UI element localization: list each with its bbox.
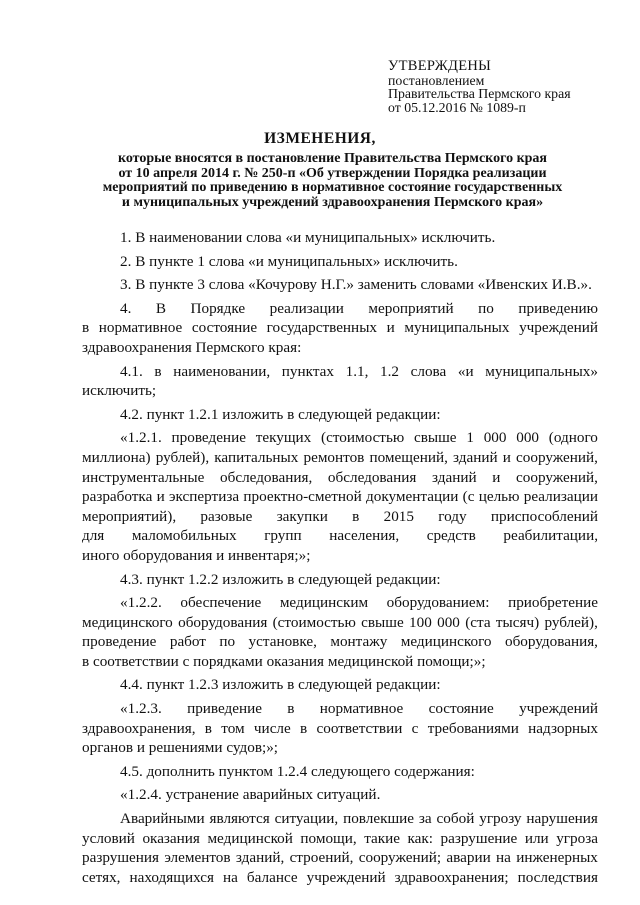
word: находящихся [129,868,214,886]
word: нормативное [319,700,404,718]
word: учреждений [519,319,598,337]
line-text: 4.5. дополнить пунктом 1.2.4 следующего содержания: [120,762,475,780]
word: помощи, [300,829,357,847]
word: (с [462,488,475,506]
word: муниципальных» [485,362,598,380]
word: приведение [187,700,262,718]
word: рублей), [155,448,210,466]
word: на [223,868,238,886]
subtitle-line: мероприятий по приведению в нормативное состояние государственных [102,180,563,195]
word: 1 [466,429,474,447]
word: последствия [517,868,598,886]
word: миллиона) [82,448,151,466]
word: угроза [556,829,598,847]
word: помещений, [369,448,448,466]
word: сооружений, [516,468,598,486]
word: текущих [255,429,312,447]
document-title: ИЗМЕНЕНИЯ, [264,130,376,147]
word: числе [253,719,291,737]
subtitle-line: и муниципальных учреждений здравоохранения Пермского края» [121,194,544,210]
line-text: органов и решениями судов;»; [82,739,279,757]
text-line [82,507,598,527]
word: (ста [465,613,491,631]
text-line [82,252,598,272]
word: собой [436,810,475,828]
word: (стоимостью [321,429,405,447]
word: состояние [428,700,494,718]
word: году [438,507,467,525]
line-text: 1. В наименовании слова «и муниципальных» исключить. [120,229,496,246]
text-line [82,428,598,448]
word: муниципальных [404,319,510,337]
word: учреждений [306,868,386,886]
text-line [82,228,598,248]
word: целью [478,488,520,506]
word: медицинской [207,829,293,847]
line-text: в соответствии с порядками оказания медицинской помощи;»; [82,652,486,670]
word: монтажу [330,633,388,651]
word: на [496,849,511,867]
word: оборудования [178,613,268,631]
text-line [82,652,598,672]
word: государственных [266,319,377,337]
word: ситуации, [274,810,339,828]
line-text: 3. В пункте 3 слова «Кочурову Н.Г.» заменить словами «Ивенских И.В.». [120,276,592,294]
document-body [82,228,598,887]
word: реализации [523,488,598,506]
text-line [82,738,598,758]
word: 100 [409,613,432,631]
word: соответствии [316,719,403,737]
text-line [82,868,598,888]
line-text: 4.2. пункт 1.2.1 изложить в следующей редакции: [120,405,441,423]
word: «и [457,362,474,380]
word: в [352,507,360,525]
text-line [82,613,598,633]
word: оказания [142,829,200,847]
word: и [386,319,395,337]
text-line [82,593,598,613]
line-text: исключить; [82,382,157,400]
word: и [156,488,165,506]
text-line [82,762,598,782]
word: мероприятий [368,299,454,317]
word: том [221,719,245,737]
word: требованиями [427,719,519,737]
word: здравоохранения, [82,719,196,737]
word: «1.2.3. [120,700,162,718]
word: экспертиза [169,488,240,506]
word: тысяч) [495,613,540,631]
word: обеспечение [180,594,262,612]
approval-line-2: постановлением [388,72,485,88]
text-line [82,318,598,338]
word: (стоимостью [272,613,356,631]
word: медицинского [400,633,492,651]
word: угрозу [479,810,522,828]
word: нормативное [98,319,183,337]
word: работ [169,633,206,651]
text-line [82,526,598,546]
approval-stamp [388,60,571,114]
word: повлекшие [343,810,415,828]
line-text: здравоохранения Пермского края: [82,338,302,356]
word: ремонтов [303,448,365,466]
approval-line-3: Правительства Пермского края [388,86,571,101]
text-line [82,468,598,488]
word: 000 [437,613,460,631]
word: мероприятий), [82,507,177,525]
word: документации [366,488,459,506]
word: разработка [82,488,153,506]
word: в [300,719,308,737]
word: надзорных [528,719,598,737]
word: обследования, [220,468,313,486]
word: разовые [200,507,253,525]
word: нарушения [526,810,598,828]
text-line [82,546,598,566]
word: Порядке [190,299,246,317]
word: в [287,700,295,718]
text-line [82,829,598,849]
word: балансе [246,868,298,886]
text-line [82,338,598,358]
word: условий [82,829,135,847]
word: установке, [248,633,317,651]
word: зданий [453,448,498,466]
word: рублей), [544,613,598,631]
approval-line-4: от 05.12.2016 № 1089-п [388,99,526,115]
word: с [411,719,419,737]
line-text: 2. В пункте 1 слова «и муниципальных» исключить. [120,252,458,270]
word: как: [407,829,434,847]
text-line [82,381,598,401]
text-line [82,675,598,695]
word: проведение [171,429,246,447]
word: приобретение [508,594,598,612]
text-line [82,699,598,719]
word: по [478,299,494,317]
word: сооружений, [516,448,598,466]
word: такие [364,829,401,847]
word: приведению [518,299,598,317]
word: приспособлений [490,507,598,525]
text-line [82,487,598,507]
word: за [418,810,432,828]
word: реабилитации, [503,527,598,545]
word: маломобильных [131,527,237,545]
word: оборудованием: [386,594,490,612]
word: являются [209,810,270,828]
word: в [154,362,162,380]
text-line [82,809,598,829]
word: В [155,299,167,317]
word: реализации [269,299,344,317]
word: свыше [361,613,404,631]
word: 1.1, [345,362,369,380]
word: сооружений; [358,849,442,867]
word: проектно-сметной [243,488,362,506]
word: средств [426,527,476,545]
word: «1.2.1. [120,429,162,447]
word: 1.2 [380,362,399,380]
word: строений, [289,849,354,867]
text-line [82,848,598,868]
text-line [82,785,598,805]
word: разрушения [82,849,159,867]
word: состояние [191,319,258,337]
word: свыше [414,429,457,447]
word: наименовании, [173,362,271,380]
word: здравоохранения; [394,868,509,886]
subtitle-line: от 10 апреля 2014 г. № 250-п «Об утверждении Порядка реализации [118,165,547,181]
line-text: 4.4. пункт 1.2.3 изложить в следующей редакции: [120,676,441,694]
word: «1.2.2. [120,594,162,612]
word: обследования [327,468,417,486]
word: (одного [548,429,598,447]
word: медицинского [82,613,173,631]
word: зданий, [235,849,285,867]
word: для [82,527,105,545]
text-line [82,299,598,319]
word: групп [264,527,302,545]
line-text: иного оборудования и инвентаря;»; [82,546,311,564]
text-line [82,405,598,425]
word: в [82,319,90,337]
word: населения, [329,527,400,545]
document-subtitle [80,152,585,210]
word: сетях, [82,868,121,886]
subtitle-line: которые вносятся в постановление Правительства Пермского края [117,151,548,166]
text-line [82,362,598,382]
word: капитальных [214,448,299,466]
word: 2015 [383,507,414,525]
word: зданий [432,468,477,486]
text-line [82,448,598,468]
word: в [204,719,212,737]
word: закупки [276,507,328,525]
word: 4.1. [120,362,143,380]
word: проведение [82,633,157,651]
word: и [492,468,501,486]
word: 000 [516,429,540,447]
word: пунктах [281,362,334,380]
line-text: 4.3. пункт 1.2.2 изложить в следующей редакции: [120,570,441,588]
word: элементов [164,849,231,867]
text-line [82,719,598,739]
word: разрушение [440,829,518,847]
line-text: «1.2.4. устранение аварийных ситуаций. [120,786,381,804]
word: оборудования, [504,633,598,651]
word: инженерных [516,849,598,867]
word: 000 [483,429,507,447]
word: по [219,633,236,651]
word: медицинским [279,594,369,612]
text-line [82,275,598,295]
word: учреждений [519,700,598,718]
approval-heading: УТВЕРЖДЕНЫ [388,58,492,74]
word: 4. [120,299,132,317]
text-line [82,632,598,652]
word: слова [410,362,447,380]
text-line [82,570,598,590]
word: и [502,448,511,466]
word: или [524,829,549,847]
word: инструментальные [82,468,205,486]
word: аварии [446,849,491,867]
word: Аварийными [120,810,205,828]
